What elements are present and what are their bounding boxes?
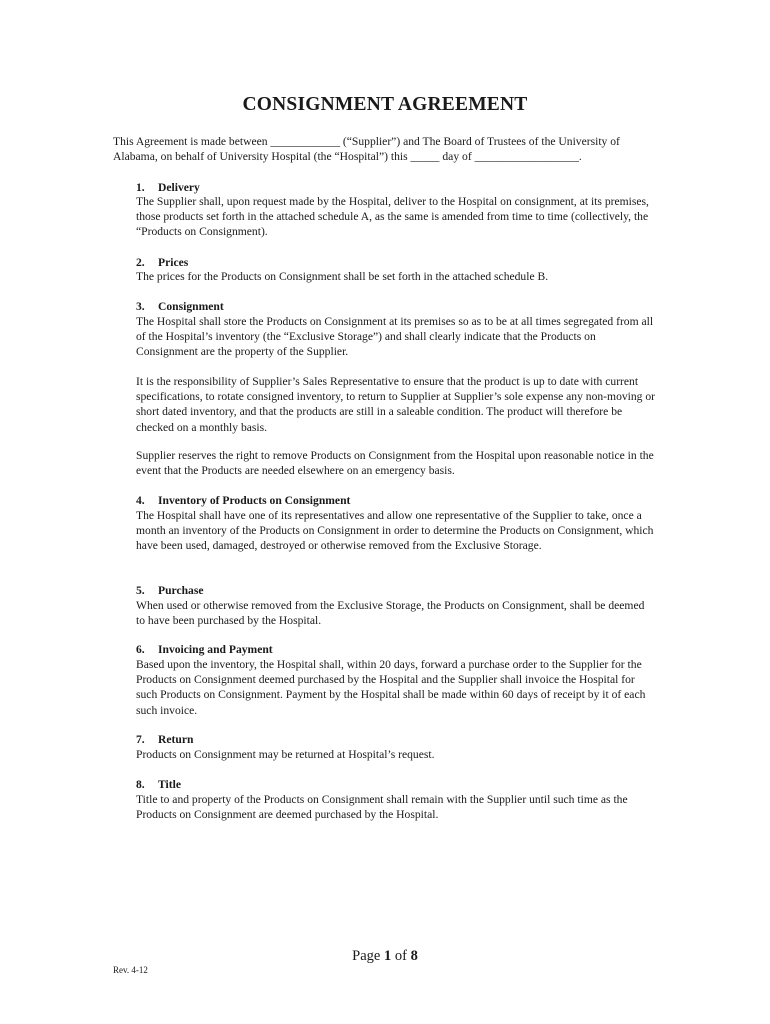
section-paragraph: Based upon the inventory, the Hospital shall, within 20 days, forward a purchase order to the Supplier for the Products on Consignment deemed purchased by the Hospital and the Supplier shall invoice the Hospital for such Products on Consignment. Payment by the Hospital shall be made within 60 days of receipt by it of each such invoice.: [136, 658, 646, 717]
section-heading-purchase: [136, 583, 204, 598]
section-paragraph: The Hospital shall store the Products on Consignment at its premises so as to be at all times segregated from all of the Hospital’s inventory (the “Exclusive Storage”) and shall clearly indicate that the Products on Consignment are the property of the Supplier.: [136, 315, 654, 359]
page-number: [0, 948, 770, 965]
section-number: 3.: [136, 300, 145, 313]
section-title: Purchase: [158, 584, 204, 597]
section-number: 5.: [136, 584, 145, 597]
section-number: 4.: [136, 494, 145, 507]
section-heading-consignment: [136, 299, 224, 314]
section-paragraph: The Hospital shall have one of its representatives and allow one representative of the Supplier to take, once a month an inventory of the Products on Consignment in order to determine the Products on Consignment, which have been used, damaged, destroyed or otherwise removed from the Exclusive Storage.: [136, 509, 654, 553]
section-paragraph: The Supplier shall, upon request made by the Hospital, deliver to the Hospital on consignment, at its premises, those products set forth in the attached schedule A, as the same is amended from time to time (collectively, the “Products on Consignment).: [136, 195, 649, 239]
page-label: Page: [352, 948, 381, 964]
section-heading-invoicing: [136, 642, 273, 657]
section-paragraph: Products on Consignment may be returned at Hospital’s request.: [136, 748, 435, 761]
document-title: CONSIGNMENT AGREEMENT: [242, 94, 528, 115]
section-number: 6.: [136, 643, 145, 656]
section-heading-return: [136, 732, 193, 747]
section-number: 8.: [136, 778, 145, 791]
section-title: Title: [158, 778, 181, 791]
section-heading-inventory: [136, 493, 350, 508]
section-title: Delivery: [158, 181, 200, 194]
section-heading-prices: [136, 255, 188, 270]
section-title: Return: [158, 733, 194, 746]
section-paragraph: Title to and property of the Products on Consignment shall remain with the Supplier until such time as the Products on Consignment are deemed purchased by the Hospital.: [136, 793, 628, 822]
section-paragraph: It is the responsibility of Supplier’s Sales Representative to ensure that the product is up to date with current specifications, to rotate consigned inventory, to return to Supplier at Supplier’s sole expense any non-moving or short dated inventory, and that the products are still in a saleable condition. The product will therefore be checked on a monthly basis.: [136, 375, 656, 434]
section-heading-delivery: [136, 180, 200, 195]
section-paragraph: Supplier reserves the right to remove Products on Consignment from the Hospital upon reasonable notice in the event that the Products are needed elsewhere on an emergency basis.: [136, 449, 654, 478]
section-heading-title: [136, 777, 181, 792]
intro-paragraph: This Agreement is made between ____________ (“Supplier”) and The Board of Trustees of the University of Alabama, on behalf of University Hospital (the “Hospital”) this _____ day of __________________.: [113, 135, 620, 164]
section-title: Consignment: [158, 300, 224, 313]
page-current: 1: [383, 948, 392, 964]
section-paragraph: When used or otherwise removed from the Exclusive Storage, the Products on Consignment, shall be deemed to have been purchased by the Hospital.: [136, 599, 645, 628]
section-number: 1.: [136, 181, 145, 194]
section-title: Inventory of Products on Consignment: [158, 494, 351, 507]
section-title: Prices: [158, 256, 189, 269]
page-of: of: [394, 948, 407, 964]
section-number: 2.: [136, 256, 145, 269]
section-title: Invoicing and Payment: [158, 643, 273, 656]
revision-label: Rev. 4-12: [113, 965, 148, 975]
section-number: 7.: [136, 733, 145, 746]
section-paragraph: The prices for the Products on Consignment shall be set forth in the attached schedule B.: [136, 270, 549, 283]
page-total: 8: [410, 948, 418, 964]
